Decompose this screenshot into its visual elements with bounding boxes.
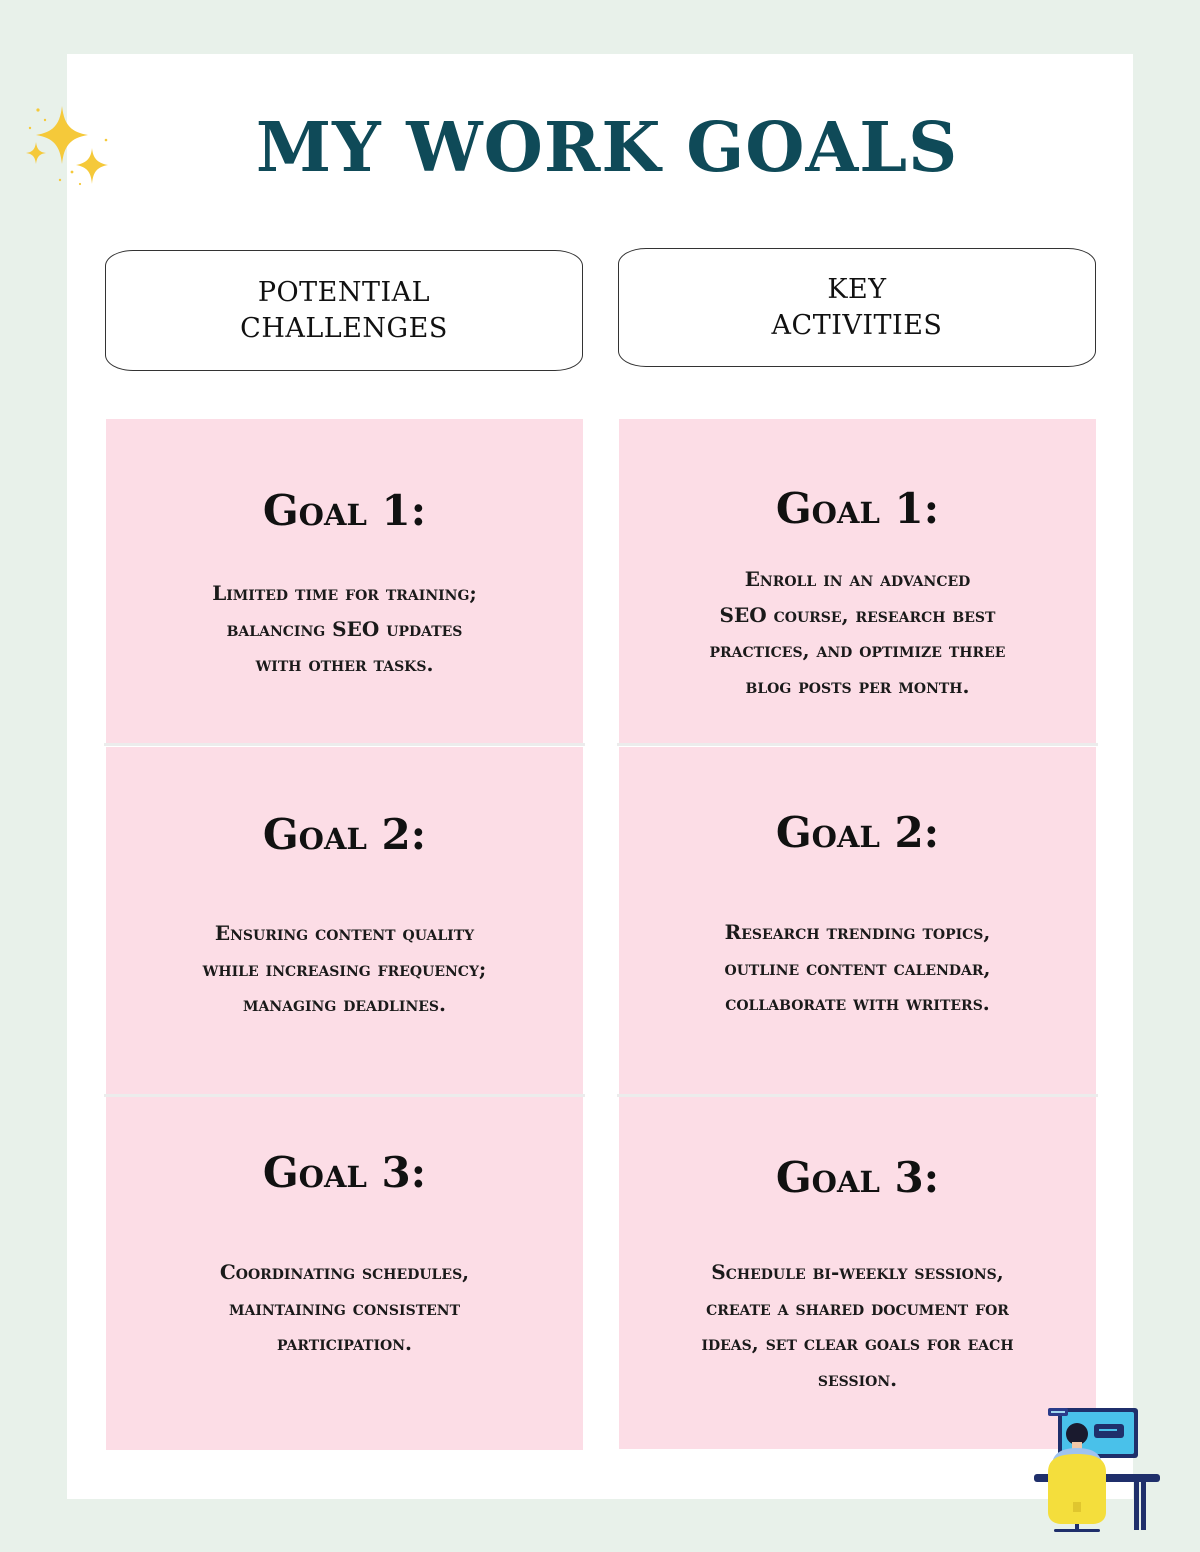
row-divider: [617, 743, 1098, 746]
challenge-card-goal-1: [106, 419, 583, 744]
challenge-card-goal-2: [106, 747, 583, 1094]
activity-text: Research trending topics, outline content calendar, collaborate with writers.: [724, 920, 991, 1015]
activity-card-goal-1: [619, 419, 1096, 744]
person-at-computer-illustration: [1030, 1402, 1165, 1534]
challenge-card-goal-3: [106, 1097, 583, 1450]
goal-title: Goal 2:: [262, 810, 427, 859]
challenge-text: Ensuring content quality while increasing frequency; managing deadlines.: [202, 921, 487, 1016]
page-title: MY WORK GOALS: [255, 108, 959, 188]
goal-title: Goal 1:: [775, 484, 940, 533]
activity-card-goal-2: [619, 747, 1096, 1094]
row-divider: [104, 1094, 585, 1097]
goal-title: Goal 3:: [775, 1153, 940, 1202]
potential-challenges-header: POTENTIAL CHALLENGES: [105, 250, 583, 371]
row-divider: [617, 1094, 1098, 1097]
goal-title: Goal 1:: [262, 486, 427, 535]
key-activities-header: KEY ACTIVITIES: [618, 248, 1096, 367]
activity-card-goal-3: [619, 1097, 1096, 1449]
activity-text: Schedule bi-weekly sessions, create a shared document for ideas, set clear goals for each session.: [701, 1260, 1014, 1391]
challenge-text: Limited time for training; balancing SEO updates with other tasks.: [212, 581, 477, 676]
goal-title: Goal 2:: [775, 808, 940, 857]
activity-text: Enroll in an advanced SEO course, research best practices, and optimize three blog posts per month.: [709, 567, 1006, 698]
row-divider: [104, 743, 585, 746]
goal-title: Goal 3:: [262, 1148, 427, 1197]
challenge-text: Coordinating schedules, maintaining consistent participation.: [219, 1260, 470, 1355]
